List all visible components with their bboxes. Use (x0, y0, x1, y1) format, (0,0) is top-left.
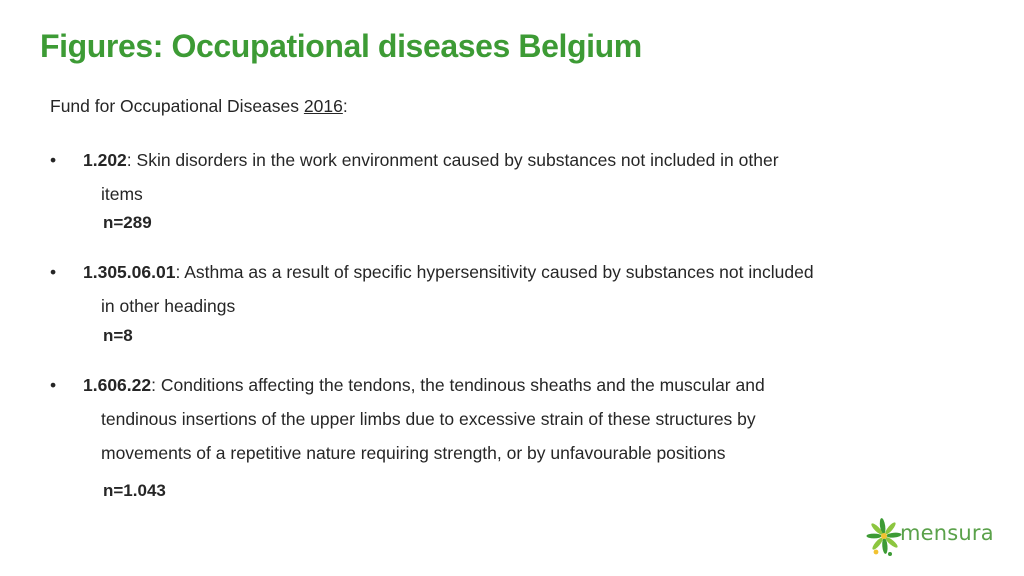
item-count: n=8 (103, 326, 133, 345)
subtitle-colon: : (342, 96, 348, 116)
item-count: n=1.043 (103, 481, 166, 500)
item-text-first-line: : Skin disorders in the work environment caused by substances not included in other (126, 150, 779, 170)
item-description (83, 143, 970, 211)
mensura-logo (866, 516, 994, 560)
item-description (83, 368, 970, 470)
bullet-icon: • (50, 262, 57, 282)
item-text-line: items (101, 184, 143, 204)
item-description (83, 255, 970, 323)
disease-item-1 (50, 143, 970, 211)
bullet-icon: • (50, 150, 57, 170)
slide-title: Figures: Occupational diseases Belgium (40, 28, 642, 64)
disease-item-2 (50, 255, 970, 323)
item-count: n=289 (103, 213, 152, 232)
disease-item-3 (50, 368, 970, 470)
item-text-line: in other headings (101, 296, 236, 316)
item-code: 1.202 (83, 150, 127, 170)
item-text-line: tendinous insertions of the upper limbs due to excessive strain of these structures by (101, 409, 756, 429)
bullet-icon: • (50, 375, 57, 395)
item-text-line: movements of a repetitive nature requiring strength, or by unfavourable positions (101, 443, 726, 463)
item-text-first-line: : Asthma as a result of specific hypersensitivity caused by substances not included (175, 262, 814, 282)
item-code: 1.305.06.01 (83, 262, 176, 282)
slide-subtitle (50, 96, 348, 117)
logo-wordmark: mensura (900, 521, 994, 545)
subtitle-year: 2016 (303, 96, 343, 116)
subtitle-text: Fund for Occupational Diseases (50, 96, 304, 116)
item-text-first-line: : Conditions affecting the tendons, the tendinous sheaths and the muscular and (151, 375, 765, 395)
item-code: 1.606.22 (83, 375, 152, 395)
